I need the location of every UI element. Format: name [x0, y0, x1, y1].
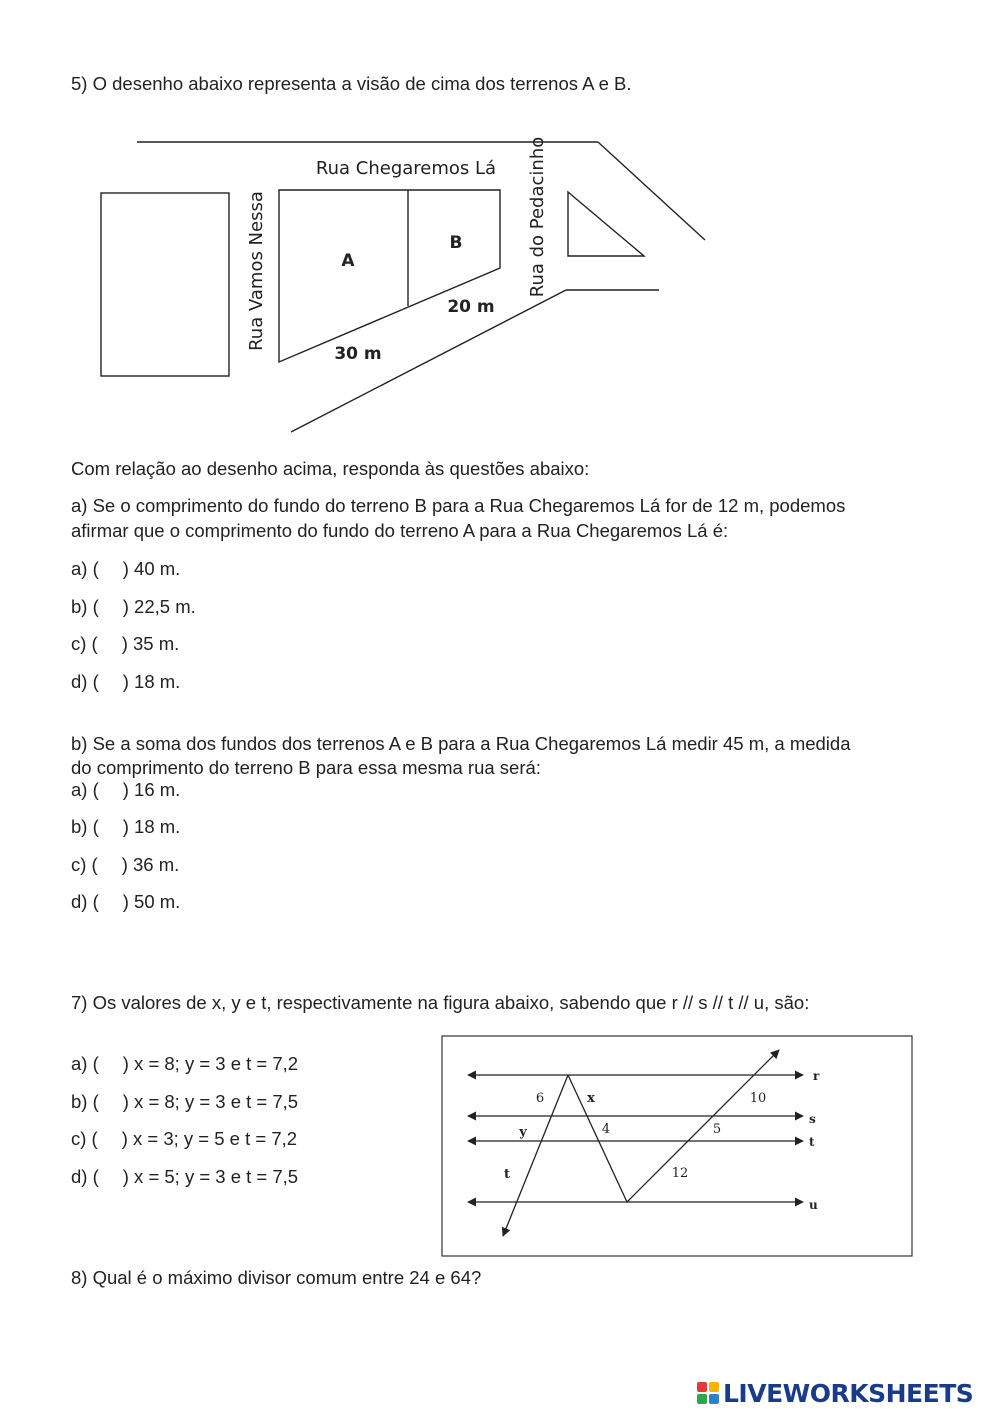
q5a-option-a[interactable]: a) ( ) 40 m.: [71, 558, 181, 579]
q5a-option-b[interactable]: b) ( ) 22,5 m.: [71, 596, 196, 617]
figure-frame: [442, 1036, 912, 1256]
label-t: t: [809, 1135, 815, 1149]
q5-prompt: 5) O desenho abaixo representa a visão de cima dos terrenos A e B.: [71, 73, 632, 94]
label-u: u: [809, 1198, 818, 1212]
street-right-label: Rua do Pedacinho: [527, 136, 548, 298]
q5a-option-d[interactable]: d) ( ) 18 m.: [71, 671, 181, 692]
segment-4: 4: [601, 1122, 611, 1137]
q8-prompt: 8) Qual é o máximo divisor comum entre 24 e 64?: [71, 1267, 482, 1288]
q5-intro: Com relação ao desenho acima, responda às questões abaixo:: [71, 458, 590, 479]
liveworksheets-logo: [697, 1378, 973, 1408]
street-top-label: Rua Chegaremos Lá: [315, 158, 497, 179]
q5b-line1: b) Se a soma dos fundos dos terrenos A e B para a Rua Chegaremos Lá medir 45 m, a medida: [71, 733, 851, 754]
q7-option-d[interactable]: d) ( ) x = 5; y = 3 e t = 7,5: [71, 1166, 299, 1187]
length-a-label: 30 m: [334, 344, 382, 364]
street-left-label: Rua Vamos Nessa: [246, 191, 267, 351]
q5b-option-a[interactable]: a) ( ) 16 m.: [71, 779, 181, 800]
segment-5: 5: [712, 1122, 722, 1137]
label-r: r: [813, 1069, 820, 1083]
q7-option-c[interactable]: c) ( ) x = 3; y = 5 e t = 7,2: [71, 1128, 298, 1149]
label-s: s: [809, 1112, 816, 1126]
q5b-option-d[interactable]: d) ( ) 50 m.: [71, 891, 181, 912]
q5b-line2: do comprimento do terreno B para essa mesma rua será:: [71, 757, 541, 778]
q5a-option-c[interactable]: c) ( ) 35 m.: [71, 633, 180, 654]
lot-b-label: B: [449, 233, 463, 253]
transversal-middle: [568, 1075, 627, 1202]
q5a-line2: afirmar que o comprimento do fundo do terreno A para a Rua Chegaremos Lá é:: [71, 520, 729, 541]
q7-option-a[interactable]: a) ( ) x = 8; y = 3 e t = 7,2: [71, 1053, 299, 1074]
length-b-label: 20 m: [447, 297, 495, 317]
segment-x: x: [587, 1091, 595, 1106]
segment-y: y: [519, 1125, 527, 1140]
logo-text: LIVEWORKSHEETS: [723, 1378, 974, 1408]
q5a-line1: a) Se o comprimento do fundo do terreno B para a Rua Chegaremos Lá for de 12 m, podemos: [71, 495, 846, 516]
segment-6: 6: [535, 1091, 545, 1106]
q5b-option-c[interactable]: c) ( ) 36 m.: [71, 854, 180, 875]
q7-option-b[interactable]: b) ( ) x = 8; y = 3 e t = 7,5: [71, 1091, 299, 1112]
q5b-option-b[interactable]: b) ( ) 18 m.: [71, 816, 181, 837]
segment-t: t: [503, 1167, 511, 1182]
segment-10: 10: [749, 1091, 767, 1106]
segment-12: 12: [671, 1166, 689, 1181]
logo-mark-icon: [697, 1382, 719, 1404]
q7-prompt: 7) Os valores de x, y e t, respectivamente na figura abaixo, sabendo que r // s // t // u, são:: [71, 992, 810, 1013]
lot-a-label: A: [341, 251, 355, 271]
transversal-right: [627, 1050, 779, 1202]
